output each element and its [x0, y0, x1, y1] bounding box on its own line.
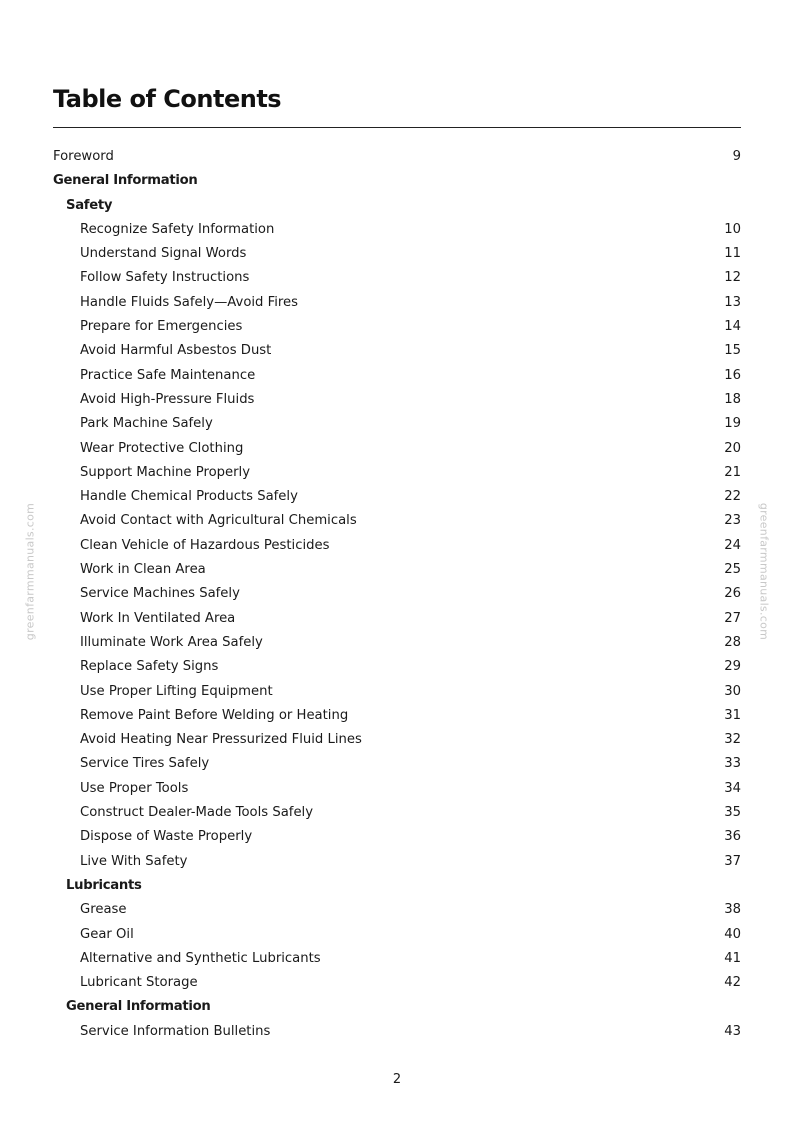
toc-entry-label: Construct Dealer-Made Tools Safely [80, 805, 314, 821]
toc-entry-page: 28 [724, 634, 741, 650]
toc-entry-label: Dispose of Waste Properly [80, 829, 253, 845]
toc-entry-label: Service Tires Safely [80, 756, 210, 772]
toc-entry-label: Grease [80, 902, 127, 918]
toc-section-heading [53, 874, 741, 898]
toc-entry-page: 34 [724, 780, 741, 796]
toc-entry-page: 18 [724, 391, 741, 407]
toc-entry[interactable] [53, 971, 741, 995]
toc-entry-page: 33 [724, 756, 741, 772]
toc-entry-label: Prepare for Emergencies [80, 319, 243, 335]
toc-entry[interactable] [53, 291, 741, 315]
toc-entry-label: Service Information Bulletins [80, 1023, 271, 1039]
toc-entry-page: 37 [724, 853, 741, 869]
toc-entry[interactable] [53, 509, 741, 533]
toc-entry-label: Alternative and Synthetic Lubricants [80, 950, 321, 966]
toc-entry-label: Use Proper Tools [80, 780, 189, 796]
toc-entry-page: 40 [724, 926, 741, 942]
toc-entry-label: Understand Signal Words [80, 246, 247, 262]
toc-entry[interactable] [53, 752, 741, 776]
toc-entry-label: General Information [53, 173, 198, 189]
toc-entry[interactable] [53, 655, 741, 679]
toc-section-heading [53, 169, 741, 193]
toc-entry-label: Work in Clean Area [80, 562, 206, 578]
toc-entry[interactable] [53, 947, 741, 971]
toc-entry[interactable] [53, 1020, 741, 1044]
toc-entry-page: 35 [724, 805, 741, 821]
toc-entry-page: 42 [724, 975, 741, 991]
toc-entry-page: 27 [724, 610, 741, 626]
toc-entry-label: Lubricant Storage [80, 975, 198, 991]
toc-entry-label: Work In Ventilated Area [80, 610, 236, 626]
toc-entry-page: 16 [724, 367, 741, 383]
toc-entry[interactable] [53, 923, 741, 947]
toc-entry-label: Live With Safety [80, 853, 188, 869]
toc-entry-page: 25 [724, 562, 741, 578]
toc-entry-page: 15 [724, 343, 741, 359]
toc-entry-page: 32 [724, 732, 741, 748]
toc-section-heading [53, 995, 741, 1019]
toc-entry[interactable] [53, 728, 741, 752]
toc-entry-page: 19 [724, 416, 741, 432]
watermark-left: greenfarmmanuals.com [23, 502, 37, 641]
toc-entry-label: Illuminate Work Area Safely [80, 634, 263, 650]
toc-entry-page: 20 [724, 440, 741, 456]
toc-entry-label: Avoid Harmful Asbestos Dust [80, 343, 272, 359]
toc-entry[interactable] [53, 825, 741, 849]
toc-entry[interactable] [53, 242, 741, 266]
toc-entry-page: 38 [724, 902, 741, 918]
toc-entry[interactable] [53, 145, 741, 169]
toc-entry-label: Use Proper Lifting Equipment [80, 683, 273, 699]
toc-entry-page: 22 [724, 489, 741, 505]
toc-entry[interactable] [53, 218, 741, 242]
page-number: 2 [392, 1072, 402, 1087]
page-title: Table of Contents [53, 85, 282, 113]
toc-entry[interactable] [53, 582, 741, 606]
toc-entry-page: 29 [724, 659, 741, 675]
toc-entry-page: 36 [724, 829, 741, 845]
toc-entry[interactable] [53, 898, 741, 922]
toc-entry[interactable] [53, 485, 741, 509]
toc-entry-page: 31 [724, 707, 741, 723]
toc-entry-page: 41 [724, 950, 741, 966]
toc-entry[interactable] [53, 704, 741, 728]
toc-entry[interactable] [53, 315, 741, 339]
toc-entry-label: Practice Safe Maintenance [80, 367, 256, 383]
toc-entry[interactable] [53, 437, 741, 461]
toc-entry[interactable] [53, 777, 741, 801]
toc-entry[interactable] [53, 801, 741, 825]
toc-entry[interactable] [53, 558, 741, 582]
toc-entry-page: 12 [724, 270, 741, 286]
toc-entry-page: 21 [724, 464, 741, 480]
toc-entry-label: Gear Oil [80, 926, 134, 942]
toc-entry-page: 43 [724, 1023, 741, 1039]
toc-entry-page: 10 [724, 221, 741, 237]
toc-entry-label: Replace Safety Signs [80, 659, 219, 675]
toc-entry-label: Safety [66, 197, 113, 213]
toc-entry[interactable] [53, 412, 741, 436]
toc-entry[interactable] [53, 364, 741, 388]
toc-entry-label: Recognize Safety Information [80, 221, 275, 237]
toc-entry-label: Handle Chemical Products Safely [80, 489, 298, 505]
toc-entry-page: 30 [724, 683, 741, 699]
toc-entry-label: Avoid Heating Near Pressurized Fluid Lines [80, 732, 362, 748]
toc-entry-page: 23 [724, 513, 741, 529]
toc-entry[interactable] [53, 461, 741, 485]
toc-entry-label: Support Machine Properly [80, 464, 251, 480]
toc-entry-label: Remove Paint Before Welding or Heating [80, 707, 349, 723]
toc-entry-page: 26 [724, 586, 741, 602]
title-divider [53, 127, 741, 128]
toc-entry-label: Service Machines Safely [80, 586, 240, 602]
toc-entry-label: Wear Protective Clothing [80, 440, 244, 456]
toc-entry-label: Lubricants [66, 877, 142, 893]
toc-entry-label: Foreword [53, 149, 114, 164]
toc-entry-label: Park Machine Safely [80, 416, 213, 432]
toc-entry-label: Handle Fluids Safely—Avoid Fires [80, 294, 299, 310]
toc-list [53, 145, 741, 1044]
toc-entry-page: 13 [724, 294, 741, 310]
toc-entry-label: Clean Vehicle of Hazardous Pesticides [80, 537, 330, 553]
toc-entry[interactable] [53, 339, 741, 363]
toc-entry-page: 9 [732, 149, 741, 164]
toc-entry[interactable] [53, 534, 741, 558]
toc-entry-page: 11 [724, 246, 741, 262]
toc-entry-label: Follow Safety Instructions [80, 270, 250, 286]
toc-entry[interactable] [53, 266, 741, 290]
toc-entry-label: Avoid High-Pressure Fluids [80, 391, 255, 407]
toc-entry[interactable] [53, 680, 741, 704]
watermark-right: greenfarmmanuals.com [757, 502, 771, 641]
toc-entry-page: 14 [724, 319, 741, 335]
toc-entry[interactable] [53, 388, 741, 412]
toc-entry-label: Avoid Contact with Agricultural Chemicals [80, 513, 357, 529]
toc-entry[interactable] [53, 850, 741, 874]
toc-section-heading [53, 194, 741, 218]
toc-entry[interactable] [53, 607, 741, 631]
toc-entry-page: 24 [724, 537, 741, 553]
toc-entry-label: General Information [66, 999, 211, 1015]
toc-entry[interactable] [53, 631, 741, 655]
